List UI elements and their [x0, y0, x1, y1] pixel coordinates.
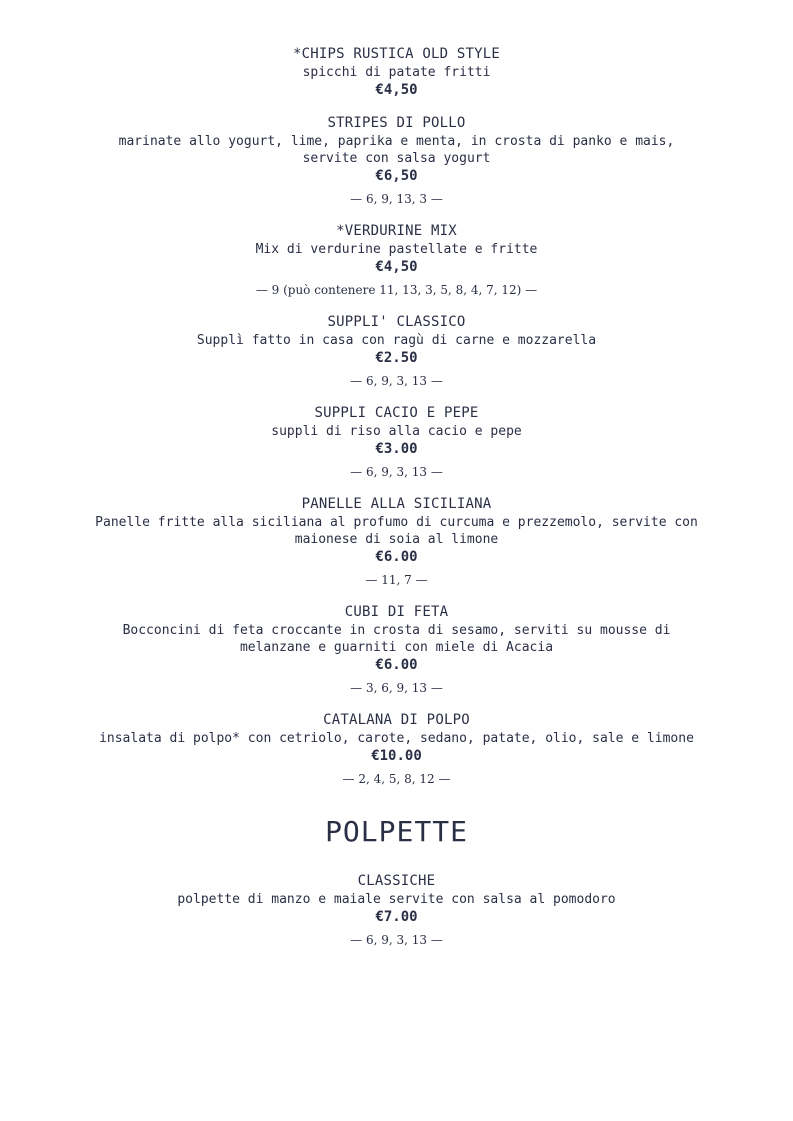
- menu-item-classiche: [77, 871, 717, 948]
- item-price: €7.00: [375, 909, 418, 925]
- item-name: STRIPES DI POLLO: [327, 115, 466, 131]
- menu-page: [0, 44, 793, 962]
- item-allergens: — 6, 9, 13, 3 —: [350, 192, 443, 206]
- item-name: CLASSICHE: [357, 873, 436, 889]
- menu-item-verdurine-mix: [77, 221, 717, 298]
- item-name: CATALANA DI POLPO: [323, 712, 470, 728]
- item-allergens: — 6, 9, 3, 13 —: [350, 465, 443, 479]
- item-price: €3.00: [375, 441, 418, 457]
- item-description: Panelle fritte alla siciliana al profumo di curcuma e prezzemolo, servite con maionese di soia al limone: [95, 515, 698, 547]
- item-description: suppli di riso alla cacio e pepe: [271, 424, 522, 439]
- item-allergens: — 9 (può contenere 11, 13, 3, 5, 8, 4, 7, 12) —: [255, 283, 538, 297]
- menu-item-stripes-di-pollo: [77, 113, 717, 207]
- item-price: €6.00: [375, 657, 418, 673]
- menu-item-suppli-cacio-e-pepe: [77, 403, 717, 480]
- item-allergens: — 6, 9, 3, 13 —: [350, 374, 443, 388]
- item-description: marinate allo yogurt, lime, paprika e menta, in crosta di panko e mais, servite con salsa yogurt: [118, 134, 675, 166]
- item-description: Bocconcini di feta croccante in crosta di sesamo, serviti su mousse di melanzane e guarniti con miele di Acacia: [122, 623, 671, 655]
- item-name: PANELLE ALLA SICILIANA: [301, 496, 492, 512]
- item-allergens: — 6, 9, 3, 13 —: [350, 933, 443, 947]
- item-name: SUPPLI CACIO E PEPE: [314, 405, 479, 421]
- item-price: €4,50: [375, 259, 418, 275]
- item-description: spicchi di patate fritti: [302, 65, 491, 80]
- item-name: *VERDURINE MIX: [336, 223, 457, 239]
- item-description: Mix di verdurine pastellate e fritte: [255, 242, 538, 257]
- item-allergens: — 2, 4, 5, 8, 12 —: [342, 772, 451, 786]
- item-allergens: — 3, 6, 9, 13 —: [350, 681, 443, 695]
- menu-item-chips-rustica: [77, 44, 717, 99]
- item-name: SUPPLI' CLASSICO: [327, 314, 466, 330]
- item-name: CUBI DI FETA: [344, 604, 449, 620]
- menu-item-cubi-di-feta: [77, 602, 717, 696]
- item-price: €6.00: [375, 549, 418, 565]
- item-name: *CHIPS RUSTICA OLD STYLE: [292, 46, 501, 62]
- menu-item-catalana-di-polpo: [77, 710, 717, 787]
- item-description: Supplì fatto in casa con ragù di carne e mozzarella: [196, 333, 597, 348]
- menu-item-suppli-classico: [77, 312, 717, 389]
- item-price: €4,50: [375, 82, 418, 98]
- item-price: €10.00: [371, 748, 422, 764]
- item-price: €2.50: [375, 350, 418, 366]
- item-description: polpette di manzo e maiale servite con salsa al pomodoro: [177, 892, 616, 907]
- item-description: insalata di polpo* con cetriolo, carote, sedano, patate, olio, sale e limone: [99, 731, 694, 746]
- item-price: €6,50: [375, 168, 418, 184]
- menu-item-panelle-alla-siciliana: [77, 494, 717, 588]
- item-allergens: — 11, 7 —: [365, 573, 428, 587]
- section-title-polpette: POLPETTE: [325, 815, 468, 848]
